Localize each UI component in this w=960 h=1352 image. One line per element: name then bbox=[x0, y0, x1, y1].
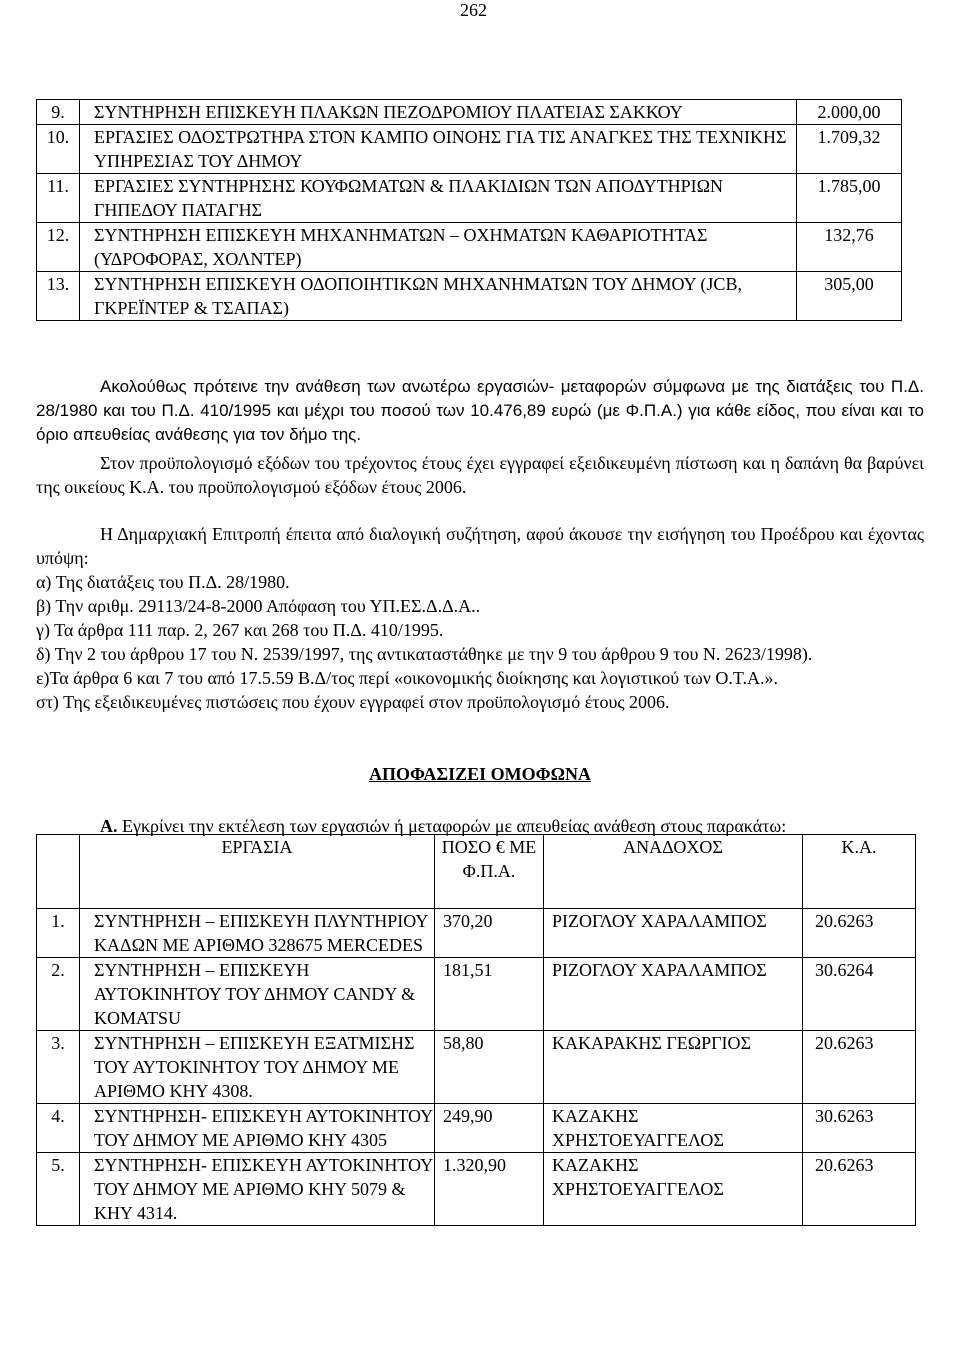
row-amount: 249,90 bbox=[435, 1104, 544, 1153]
row-contractor: ΚΑΖΑΚΗΣ ΧΡΗΣΤΟΕΥΑΓΓΕΛΟΣ bbox=[544, 1104, 803, 1153]
table-row bbox=[37, 125, 902, 174]
header-blank bbox=[37, 835, 80, 909]
considerations-list bbox=[36, 570, 924, 714]
list-item: α) Της διατάξεις του Π.Δ. 28/1980. bbox=[36, 572, 290, 592]
header-amount: ΠΟΣΟ € ΜΕ Φ.Π.Α. bbox=[435, 835, 544, 909]
table-row bbox=[37, 909, 916, 958]
table-header-row bbox=[37, 835, 916, 909]
item-number: 13. bbox=[37, 272, 80, 321]
row-code: 20.6263 bbox=[803, 1031, 916, 1104]
item-number: 12. bbox=[37, 223, 80, 272]
item-amount: 2.000,00 bbox=[797, 100, 902, 125]
item-description: ΣΥΝΤΗΡΗΣΗ ΕΠΙΣΚΕΥΗ ΜΗΧΑΝΗΜΑΤΩΝ – ΟΧΗΜΑΤΩΝ ΚΑΘΑΡΙΟΤΗΤΑΣ (ΥΔΡΟΦΟΡΑΣ, ΧΟΛΝΤΕΡ) bbox=[80, 223, 797, 272]
item-description: ΕΡΓΑΣΙΕΣ ΟΔΟΣΤΡΩΤΗΡΑ ΣΤΟΝ ΚΑΜΠΟ ΟΙΝΟΗΣ ΓΙΑ ΤΙΣ ΑΝΑΓΚΕΣ ΤΗΣ ΤΕΧΝΙΚΗΣ ΥΠΗΡΕΣΙΑΣ ΤΟΥ ΔΗΜΟΥ bbox=[80, 125, 797, 174]
budget-paragraph: Στον προϋπολογισμό εξόδων του τρέχοντος έτους έχει εγγραφεί εξειδικευμένη πίστωση και η δαπάνη θα βαρύνει της οικείους Κ.Α. του προϋπολογισμού εξόδων έτους 2006. bbox=[36, 453, 924, 497]
row-number: 3. bbox=[37, 1031, 80, 1104]
item-number: 9. bbox=[37, 100, 80, 125]
row-contractor: ΡΙΖΟΓΛΟΥ ΧΑΡΑΛΑΜΠΟΣ bbox=[544, 909, 803, 958]
row-contractor: ΡΙΖΟΓΛΟΥ ΧΑΡΑΛΑΜΠΟΣ bbox=[544, 958, 803, 1031]
row-work: ΣΥΝΤΗΡΗΣΗ – ΕΠΙΣΚΕΥΗ ΕΞΑΤΜΙΣΗΣ ΤΟΥ ΑΥΤΟΚΙΝΗΤΟΥ ΤΟΥ ΔΗΜΟΥ ΜΕ ΑΡΙΘΜΟ ΚΗΥ 4308. bbox=[80, 1031, 435, 1104]
list-item: στ) Της εξειδικευμένες πιστώσεις που έχουν εγγραφεί στον προϋπολογισμό έτους 2006. bbox=[36, 692, 670, 712]
row-amount: 370,20 bbox=[435, 909, 544, 958]
table-row bbox=[37, 223, 902, 272]
row-number: 4. bbox=[37, 1104, 80, 1153]
row-number: 5. bbox=[37, 1153, 80, 1226]
table-row bbox=[37, 1104, 916, 1153]
list-item: β) Την αριθμ. 29113/24-8-2000 Απόφαση του ΥΠ.ΕΣ.Δ.Δ.Α.. bbox=[36, 596, 481, 616]
table-row bbox=[37, 174, 902, 223]
item-amount: 305,00 bbox=[797, 272, 902, 321]
row-amount: 181,51 bbox=[435, 958, 544, 1031]
header-code: Κ.Α. bbox=[803, 835, 916, 909]
row-code: 30.6264 bbox=[803, 958, 916, 1031]
table-row bbox=[37, 1031, 916, 1104]
row-work: ΣΥΝΤΗΡΗΣΗ- ΕΠΙΣΚΕΥΗ ΑΥΤΟΚΙΝΗΤΟΥ ΤΟΥ ΔΗΜΟΥ ΜΕ ΑΡΙΘΜΟ ΚΗΥ 5079 & ΚΗΥ 4314. bbox=[80, 1153, 435, 1226]
award-table bbox=[36, 834, 916, 1226]
item-description: ΣΥΝΤΗΡΗΣΗ ΕΠΙΣΚΕΥΗ ΟΔΟΠΟΙΗΤΙΚΩΝ ΜΗΧΑΝΗΜΑΤΩΝ ΤΟΥ ΔΗΜΟΥ (JCB, ΓΚΡΕΪΝΤΕΡ & ΤΣΑΠΑΣ) bbox=[80, 272, 797, 321]
list-item: γ) Τα άρθρα 111 παρ. 2, 267 και 268 του Π.Δ. 410/1995. bbox=[36, 620, 444, 640]
row-code: 20.6263 bbox=[803, 909, 916, 958]
decision-heading: ΑΠΟΦΑΣΙΖΕΙ ΟΜΟΦΩΝΑ bbox=[369, 764, 591, 784]
row-work: ΣΥΝΤΗΡΗΣΗ – ΕΠΙΣΚΕΥΗ ΠΛΥΝΤΗΡΙΟΥ ΚΑΔΩΝ ΜΕ ΑΡΙΘΜΟ 328675 MERCEDES bbox=[80, 909, 435, 958]
row-contractor: ΚΑΚΑΡΑΚΗΣ ΓΕΩΡΓΙΟΣ bbox=[544, 1031, 803, 1104]
page-number: 262 bbox=[460, 0, 487, 20]
proposal-paragraph: Ακολούθως πρότεινε την ανάθεση των ανωτέρω εργασιών- μεταφορών σύμφωνα με της διατάξεις του Π.Δ. 28/1980 και του Π.Δ. 410/1995 και μέχρι του ποσού των 10.476,89 ευρώ (με Φ.Π.Α.) για κάθε είδος, που είναι και το όριο απευθείας ανάθεσης για τον δήμο της. bbox=[36, 377, 924, 444]
table-row bbox=[37, 100, 902, 125]
item-description: ΣΥΝΤΗΡΗΣΗ ΕΠΙΣΚΕΥΗ ΠΛΑΚΩΝ ΠΕΖΟΔΡΟΜΙΟΥ ΠΛΑΤΕΙΑΣ ΣΑΚΚΟΥ bbox=[80, 100, 797, 125]
section-a-text: Εγκρίνει την εκτέλεση των εργασιών ή μεταφορών με απευθείας ανάθεση στους παρακάτω: bbox=[122, 816, 787, 836]
list-item: ε)Τα άρθρα 6 και 7 του από 17.5.59 Β.Δ/τος περί «οικονομικής διοίκησης και λογιστικού των Ο.Τ.Α.». bbox=[36, 668, 779, 688]
section-a-label: Α. bbox=[100, 816, 118, 836]
row-amount: 1.320,90 bbox=[435, 1153, 544, 1226]
item-number: 11. bbox=[37, 174, 80, 223]
row-work: ΣΥΝΤΗΡΗΣΗ – ΕΠΙΣΚΕΥΗ ΑΥΤΟΚΙΝΗΤΟΥ ΤΟΥ ΔΗΜΟΥ CANDY & KOMATSU bbox=[80, 958, 435, 1031]
table-row bbox=[37, 1153, 916, 1226]
table-row bbox=[37, 272, 902, 321]
item-amount: 132,76 bbox=[797, 223, 902, 272]
row-number: 1. bbox=[37, 909, 80, 958]
header-work: ΕΡΓΑΣΙΑ bbox=[80, 835, 435, 909]
row-work: ΣΥΝΤΗΡΗΣΗ- ΕΠΙΣΚΕΥΗ ΑΥΤΟΚΙΝΗΤΟΥ ΤΟΥ ΔΗΜΟΥ ΜΕ ΑΡΙΘΜΟ ΚΗΥ 4305 bbox=[80, 1104, 435, 1153]
header-contractor: ΑΝΑΔΟΧΟΣ bbox=[544, 835, 803, 909]
list-item: δ) Την 2 του άρθρου 17 του Ν. 2539/1997, της αντικαταστάθηκε με την 9 του άρθρου 9 του Ν. 2623/1998). bbox=[36, 644, 813, 664]
row-code: 20.6263 bbox=[803, 1153, 916, 1226]
item-amount: 1.709,32 bbox=[797, 125, 902, 174]
row-amount: 58,80 bbox=[435, 1031, 544, 1104]
item-description: ΕΡΓΑΣΙΕΣ ΣΥΝΤΗΡΗΣΗΣ ΚΟΥΦΩΜΑΤΩΝ & ΠΛΑΚΙΔΙΩΝ ΤΩΝ ΑΠΟΔΥΤΗΡΙΩΝ ΓΗΠΕΔΟΥ ΠΑΤΑΓΗΣ bbox=[80, 174, 797, 223]
row-number: 2. bbox=[37, 958, 80, 1031]
row-code: 30.6263 bbox=[803, 1104, 916, 1153]
item-number: 10. bbox=[37, 125, 80, 174]
works-list-table bbox=[36, 99, 902, 321]
item-amount: 1.785,00 bbox=[797, 174, 902, 223]
committee-paragraph: Η Δημαρχιακή Επιτροπή έπειτα από διαλογική συζήτηση, αφού άκουσε την εισήγηση του Προέδρου και έχοντας υπόψη: bbox=[36, 524, 924, 568]
table-row bbox=[37, 958, 916, 1031]
row-contractor: ΚΑΖΑΚΗΣ ΧΡΗΣΤΟΕΥΑΓΓΕΛΟΣ bbox=[544, 1153, 803, 1226]
